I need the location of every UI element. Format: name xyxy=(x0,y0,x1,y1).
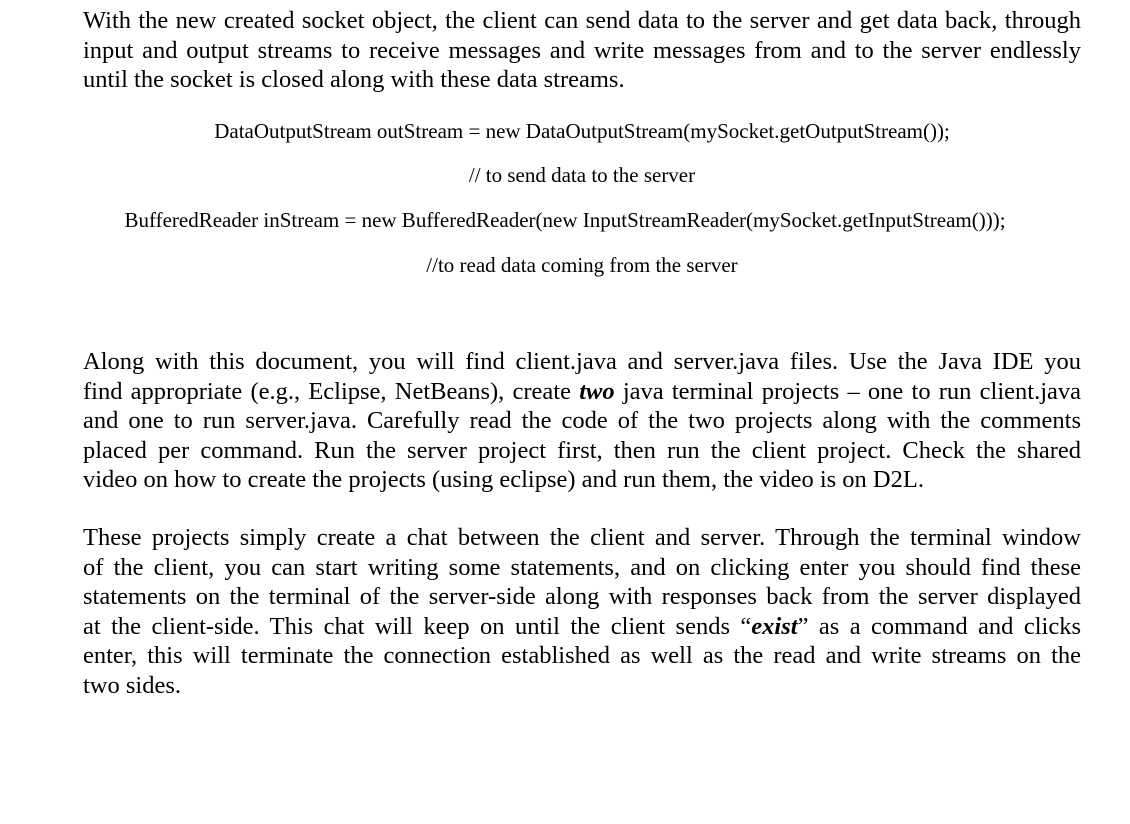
chat-paragraph xyxy=(83,523,1081,700)
instructions-line: video on how to create the projects (using eclipse) and run them, the video is on D2L. xyxy=(83,466,924,493)
intro-paragraph xyxy=(83,6,1081,95)
code-input-stream: BufferedReader inStream = new BufferedReader(new InputStreamReader(mySocket.getInputStream())); xyxy=(124,208,1006,232)
instructions-paragraph xyxy=(83,347,1081,495)
code-input-comment: //to read data coming from the server xyxy=(426,253,738,277)
chat-text: at the client-side. This chat will keep on until the client sends “ xyxy=(83,612,752,640)
code-output-comment: // to send data to the server xyxy=(468,163,696,187)
instructions-line: Along with this document, you will find client.java and server.java files. Use the Java IDE you xyxy=(83,348,1081,375)
chat-line xyxy=(83,612,1081,642)
chat-line: These projects simply create a chat between the client and server. Through the terminal window xyxy=(83,524,1081,551)
emphasis-exist: exist xyxy=(751,612,798,640)
chat-line: two sides. xyxy=(83,671,181,699)
chat-line: of the client, you can start writing some statements, and on clicking enter you should find these xyxy=(83,553,1081,581)
instructions-text: find appropriate (e.g., Eclipse, NetBeans), create xyxy=(83,377,580,405)
instructions-line: and one to run server.java. Carefully read the code of the two projects along with the comments xyxy=(83,407,1081,434)
intro-line: input and output streams to receive messages and write messages from and to the server endlessly xyxy=(83,36,1081,64)
code-output-stream: DataOutputStream outStream = new DataOutputStream(mySocket.getOutputStream()); xyxy=(214,119,950,143)
chat-line: statements on the terminal of the server-side along with responses back from the server displayed xyxy=(83,583,1081,610)
instructions-line xyxy=(83,377,1081,407)
chat-line: enter, this will terminate the connection established as well as the read and write streams on the xyxy=(83,642,1081,669)
intro-line: With the new created socket object, the client can send data to the server and get data back, through xyxy=(83,7,1081,34)
chat-text: ” as a command and clicks xyxy=(797,612,1081,640)
intro-line: until the socket is closed along with these data streams. xyxy=(83,66,625,93)
instructions-text: java terminal projects – one to run client.java xyxy=(614,377,1081,405)
instructions-line: placed per command. Run the server project first, then run the client project. Check the shared xyxy=(83,436,1081,464)
emphasis-two: two xyxy=(579,377,615,405)
